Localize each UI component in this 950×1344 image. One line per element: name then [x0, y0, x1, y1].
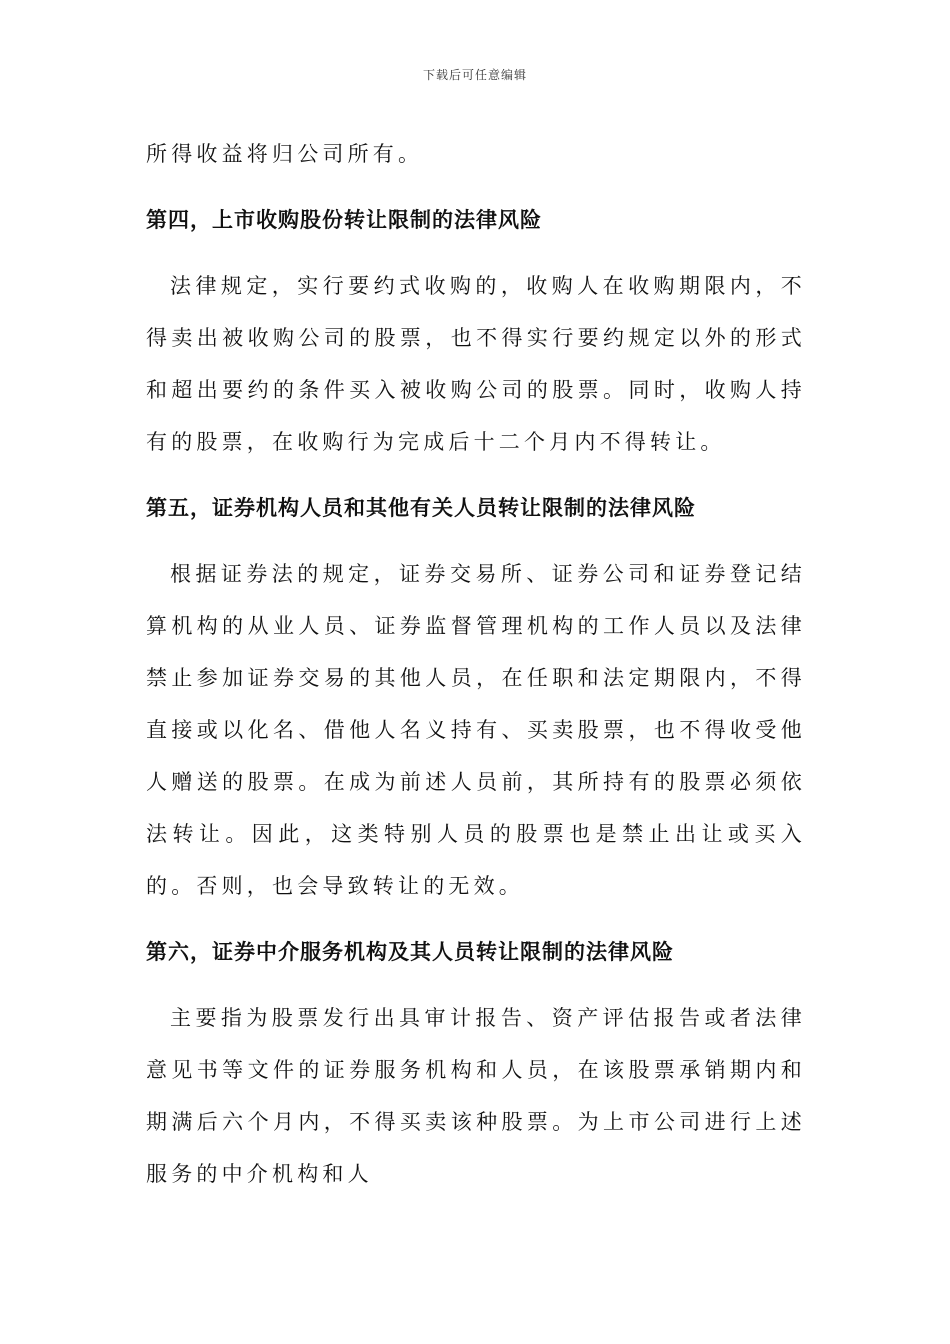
- section-heading-5: 第五，证券机构人员和其他有关人员转让限制的法律风险: [146, 495, 696, 520]
- section-4-paragraph: 法律规定，实行要约式收购的，收购人在收购期限内，不得卖出被收购公司的股票，也不得实行要约规定以外的形式和超出要约的条件买入被收购公司的股票。同时，收购人持有的股票，在收购行为完成后十二个月内不得转让。: [146, 274, 806, 454]
- paragraph-continuation: 所得收益将归公司所有。: [146, 142, 424, 166]
- section-heading-6: 第六，证券中介服务机构及其人员转让限制的法律风险: [146, 939, 674, 964]
- document-body: [146, 128, 806, 1214]
- section-heading-4: 第四，上市收购股份转让限制的法律风险: [146, 207, 542, 232]
- section-5-paragraph: 根据证券法的规定，证券交易所、证券公司和证券登记结算机构的从业人员、证券监督管理机构的工作人员以及法律禁止参加证券交易的其他人员，在任职和法定期限内，不得直接或以化名、借他人名义持有、买卖股票，也不得收受他人赠送的股票。在成为前述人员前，其所持有的股票必须依法转让。因此，这类特别人员的股票也是禁止出让或买入的。否则，也会导致转让的无效。: [146, 562, 806, 898]
- page-header: 下载后可任意编辑: [422, 68, 527, 82]
- section-6-paragraph: 主要指为股票发行出具审计报告、资产评估报告或者法律意见书等文件的证券服务机构和人员，在该股票承销期内和期满后六个月内，不得买卖该种股票。为上市公司进行上述服务的中介机构和人: [146, 1006, 806, 1186]
